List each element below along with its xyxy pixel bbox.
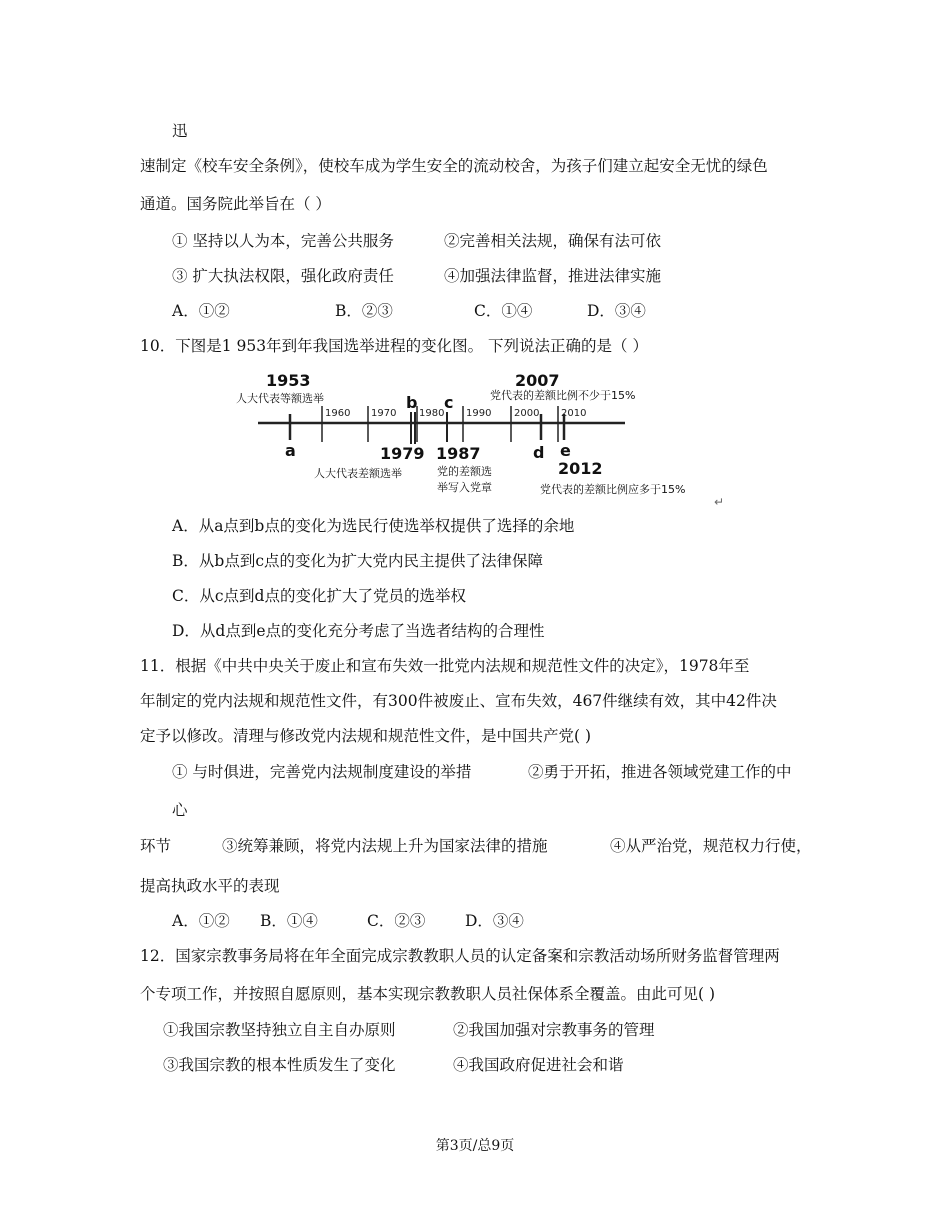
- q10-stem: 10．下图是1 953年到年我国选举进程的变化图。 下列说法正确的是（ ）: [140, 337, 648, 355]
- year-1979: 1979: [380, 444, 425, 463]
- label-1953: 人大代表等额选举: [236, 392, 324, 405]
- label-1987-line-1: 党的差额选: [437, 465, 492, 478]
- return-mark-icon: ↵: [714, 495, 725, 506]
- label-2007: 党代表的差额比例不少于15%: [490, 389, 636, 402]
- q11-option-1: ① 与时俱进，完善党内法规制度建设的举措: [172, 763, 472, 781]
- year-1953: 1953: [266, 371, 311, 390]
- tick-label-2010: 2010: [561, 408, 587, 419]
- q9-choice-b: B．②③: [335, 302, 393, 320]
- tick-label-1970: 1970: [371, 408, 397, 419]
- q11-choice-a: A．①②: [172, 912, 230, 930]
- point-a: a: [285, 441, 296, 460]
- year-1987: 1987: [436, 444, 481, 463]
- tick-label-1990: 1990: [466, 408, 492, 419]
- q9-choice-c: C．①④: [474, 302, 533, 320]
- q11-choice-d: D．③④: [465, 912, 524, 930]
- q12-stem-line-1: 12．国家宗教事务局将在年全面完成宗教教职人员的认定备案和宗教活动场所财务监督管理两: [140, 947, 780, 965]
- tick-label-2000: 2000: [514, 408, 540, 419]
- q9-option-4: ④加强法律监督，推进法律实施: [444, 267, 662, 285]
- year-2007: 2007: [515, 371, 560, 390]
- q12-option-2: ②我国加强对宗教事务的管理: [453, 1021, 655, 1039]
- q10-choice-b: B．从b点到c点的变化为扩大党内民主提供了法律保障: [172, 552, 543, 570]
- tick-label-1960: 1960: [325, 408, 351, 419]
- line-3: 通道。国务院此举旨在（ ）: [140, 195, 331, 213]
- line-1: 迅: [172, 122, 188, 140]
- point-b: b: [406, 393, 418, 412]
- q12-stem-line-2: 个专项工作，并按照自愿原则，基本实现宗教教职人员社保体系全覆盖。由此可见( ): [140, 985, 716, 1003]
- q11-option-2-end: 环节: [140, 837, 172, 855]
- q12-option-1: ①我国宗教坚持独立自主自办原则: [163, 1021, 396, 1039]
- tick-label-1980: 1980: [419, 408, 445, 419]
- q11-option-4: ④从严治党，规范权力行使，: [610, 837, 812, 855]
- q11-option-2-cont: 心: [172, 801, 188, 819]
- label-2012: 党代表的差额比例应多于15%: [540, 483, 686, 496]
- line-2: 速制定《校车安全条例》，使校车成为学生安全的流动校舍，为孩子们建立起安全无忧的绿色: [140, 157, 768, 175]
- q10-choice-a: A．从a点到b点的变化为选民行使选举权提供了选择的余地: [172, 517, 575, 535]
- election-timeline-figure: [228, 366, 738, 506]
- point-e: e: [560, 441, 571, 460]
- q12-option-4: ④我国政府促进社会和谐: [453, 1056, 624, 1074]
- q11-stem-line-3: 定予以修改。清理与修改党内法规和规范性文件，是中国共产党( ): [140, 727, 592, 745]
- label-1979: 人大代表差额选举: [314, 467, 402, 480]
- page-footer: 第3页/总9页: [435, 1138, 515, 1154]
- point-c: c: [444, 393, 454, 412]
- q10-choice-d: D．从d点到e点的变化充分考虑了当选者结构的合理性: [172, 622, 545, 640]
- q11-stem-line-1: 11．根据《中共中央关于废止和宣布失效一批党内法规和规范性文件的决定》，1978年至: [140, 657, 750, 675]
- q9-choice-d: D．③④: [587, 302, 646, 320]
- q9-choice-a: A．①②: [172, 302, 230, 320]
- q9-option-2: ②完善相关法规，确保有法可依: [444, 232, 662, 250]
- year-2012: 2012: [558, 459, 603, 478]
- q11-option-2: ②勇于开拓，推进各领域党建工作的中: [528, 763, 792, 781]
- q11-choice-c: C．②③: [367, 912, 426, 930]
- q10-choice-c: C．从c点到d点的变化扩大了党员的选举权: [172, 587, 466, 605]
- point-d: d: [533, 443, 545, 462]
- q12-option-3: ③我国宗教的根本性质发生了变化: [163, 1056, 396, 1074]
- q9-option-3: ③ 扩大执法权限，强化政府责任: [172, 267, 394, 285]
- q11-stem-line-2: 年制定的党内法规和规范性文件，有300件被废止、宣布失效，467件继续有效，其中42件决: [140, 692, 777, 710]
- q11-choice-b: B．①④: [260, 912, 318, 930]
- label-1987-line-2: 举写入党章: [437, 481, 492, 494]
- q9-option-1: ① 坚持以人为本，完善公共服务: [172, 232, 394, 250]
- q11-option-4-cont: 提高执政水平的表现: [140, 877, 280, 895]
- q11-option-3: ③统筹兼顾，将党内法规上升为国家法律的措施: [222, 837, 548, 855]
